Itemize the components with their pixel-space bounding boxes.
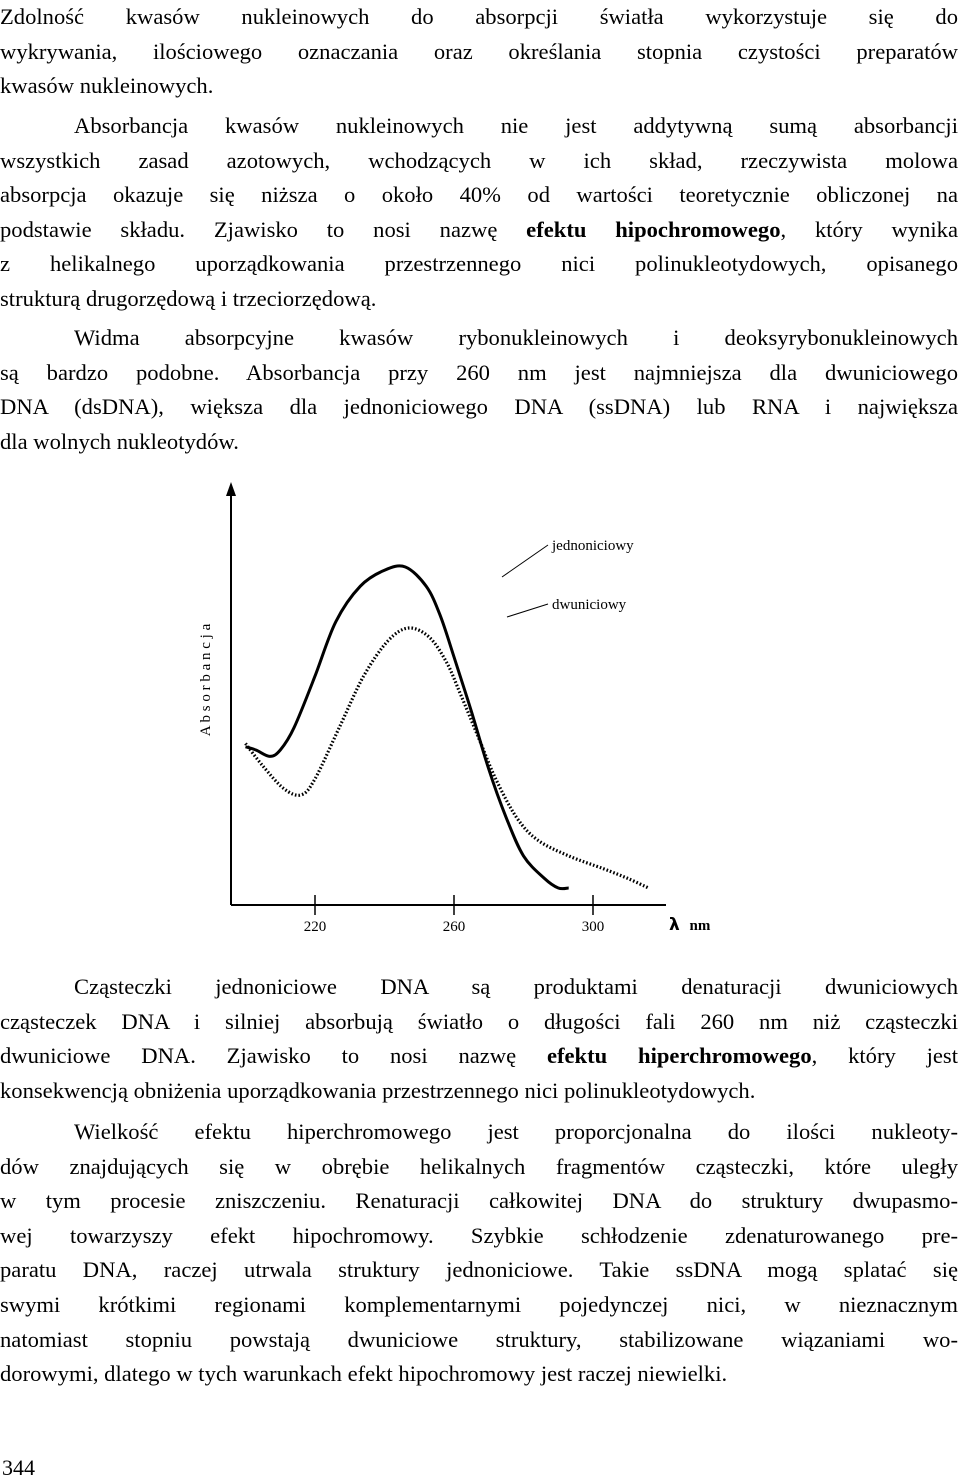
text-fragment: dwuniciowe DNA. Zjawisko to nosi nazwę: [0, 1043, 547, 1069]
text-line: absorpcja okazuje się niższa o około 40% od wartości teoretycznie obliczonej na: [0, 182, 958, 208]
text-line: dla wolnych nukleotydów.: [0, 428, 239, 454]
lambda-symbol: λ: [669, 915, 680, 935]
text-fragment: , który wynika: [780, 216, 958, 242]
term-hyperchromic-effect: efektu hiperchromowego: [546, 1043, 812, 1069]
text-line: DNA (dsDNA), większa dla jednoniciowego DNA (ssDNA) lub RNA i największa: [0, 394, 958, 420]
absorption-spectrum-chart: [0, 470, 960, 950]
text-line: wej towarzyszy efekt hipochromowy. Szybkie schłodzenie zdenaturowanego pre-: [0, 1222, 958, 1248]
text-line: [0, 1039, 958, 1074]
x-axis-unit: nm: [689, 918, 711, 934]
text-line: [0, 213, 958, 248]
legend-label-dwuniciowy: dwuniciowy: [552, 597, 627, 613]
legend-leader-dwuniciowy: [507, 604, 548, 617]
x-tick-label: 220: [303, 919, 327, 935]
text-line: są bardzo podobne. Absorbancja przy 260 nm jest najmniejsza dla dwuniciowego: [0, 359, 958, 385]
text-fragment: , który jest: [811, 1043, 958, 1069]
paragraph-1: [0, 0, 958, 104]
x-tick-label: 260: [442, 919, 466, 935]
series-line-jednoniciowy: [246, 566, 569, 889]
paragraph-2: [0, 109, 958, 317]
text-fragment: podstawie składu. Zjawisko to nosi nazwę: [0, 216, 527, 242]
legend-leader-jednoniciowy: [502, 545, 548, 577]
paragraph-3: [0, 321, 958, 459]
text-line: wykrywania, ilościowego oznaczania oraz określania stopnia czystości preparatów: [0, 38, 958, 64]
text-line: natomiast stopniu powstają dwuniciowe struktury, stabilizowane wiązaniami wo-: [0, 1326, 958, 1352]
text-line: cząsteczek DNA i silniej absorbują światło o długości fali 260 nm niż cząsteczki: [0, 1008, 958, 1034]
text-line: kwasów nukleinowych.: [0, 73, 214, 99]
paragraph-4: [0, 970, 958, 1108]
x-tick-label: 300: [581, 919, 605, 935]
page-number: 344: [2, 1455, 35, 1480]
paragraph-5: [0, 1115, 958, 1392]
text-line: strukturą drugorzędową i trzeciorzędową.: [0, 285, 377, 311]
text-line: wszystkich zasad azotowych, wchodzących w ich skład, rzeczywista molowa: [0, 147, 958, 173]
text-line: dów znajdujących się w obrębie helikalnych fragmentów cząsteczki, które uległy: [0, 1153, 958, 1179]
legend-label-jednoniciowy: jednoniciowy: [552, 538, 634, 554]
term-hypochromic-effect: efektu hipochromowego: [526, 216, 781, 242]
text-line: konsekwencją obniżenia uporządkowania przestrzennego nici polinukleotydowych.: [0, 1077, 756, 1103]
text-line: Absorbancja kwasów nukleinowych nie jest addytywną sumą absorbancji: [74, 113, 958, 138]
y-axis-label: A b s o r b a n c j a: [198, 623, 214, 737]
text-line: Cząsteczki jednoniciowe DNA są produktami denaturacji dwuniciowych: [74, 974, 958, 999]
text-line: w tym procesie zniszczeniu. Renaturacji całkowitej DNA do struktury dwupasmo-: [0, 1188, 958, 1214]
text-line: z helikalnego uporządkowania przestrzennego nici polinukleotydowych, opisanego: [0, 251, 958, 277]
text-line: swymi krótkimi regionami komplementarnymi pojedynczej nici, w nieznacznym: [0, 1291, 958, 1317]
text-line: Wielkość efektu hiperchromowego jest proporcjonalna do ilości nukleoty-: [74, 1119, 958, 1144]
text-line: Zdolność kwasów nukleinowych do absorpcji światła wykorzystuje się do: [0, 4, 958, 29]
text-line: paratu DNA, raczej utrwala struktury jednoniciowe. Takie ssDNA mogą splatać się: [0, 1257, 958, 1283]
y-axis-arrow: [226, 482, 236, 496]
series-line-dwuniciowy: [246, 628, 649, 888]
text-line: Widma absorpcyjne kwasów rybonukleinowych i deoksyrybonukleinowych: [74, 325, 958, 350]
text-line: dorowymi, dlatego w tych warunkach efekt hipochromowy jest raczej niewielki.: [0, 1361, 728, 1387]
x-axis-label: [669, 915, 711, 935]
